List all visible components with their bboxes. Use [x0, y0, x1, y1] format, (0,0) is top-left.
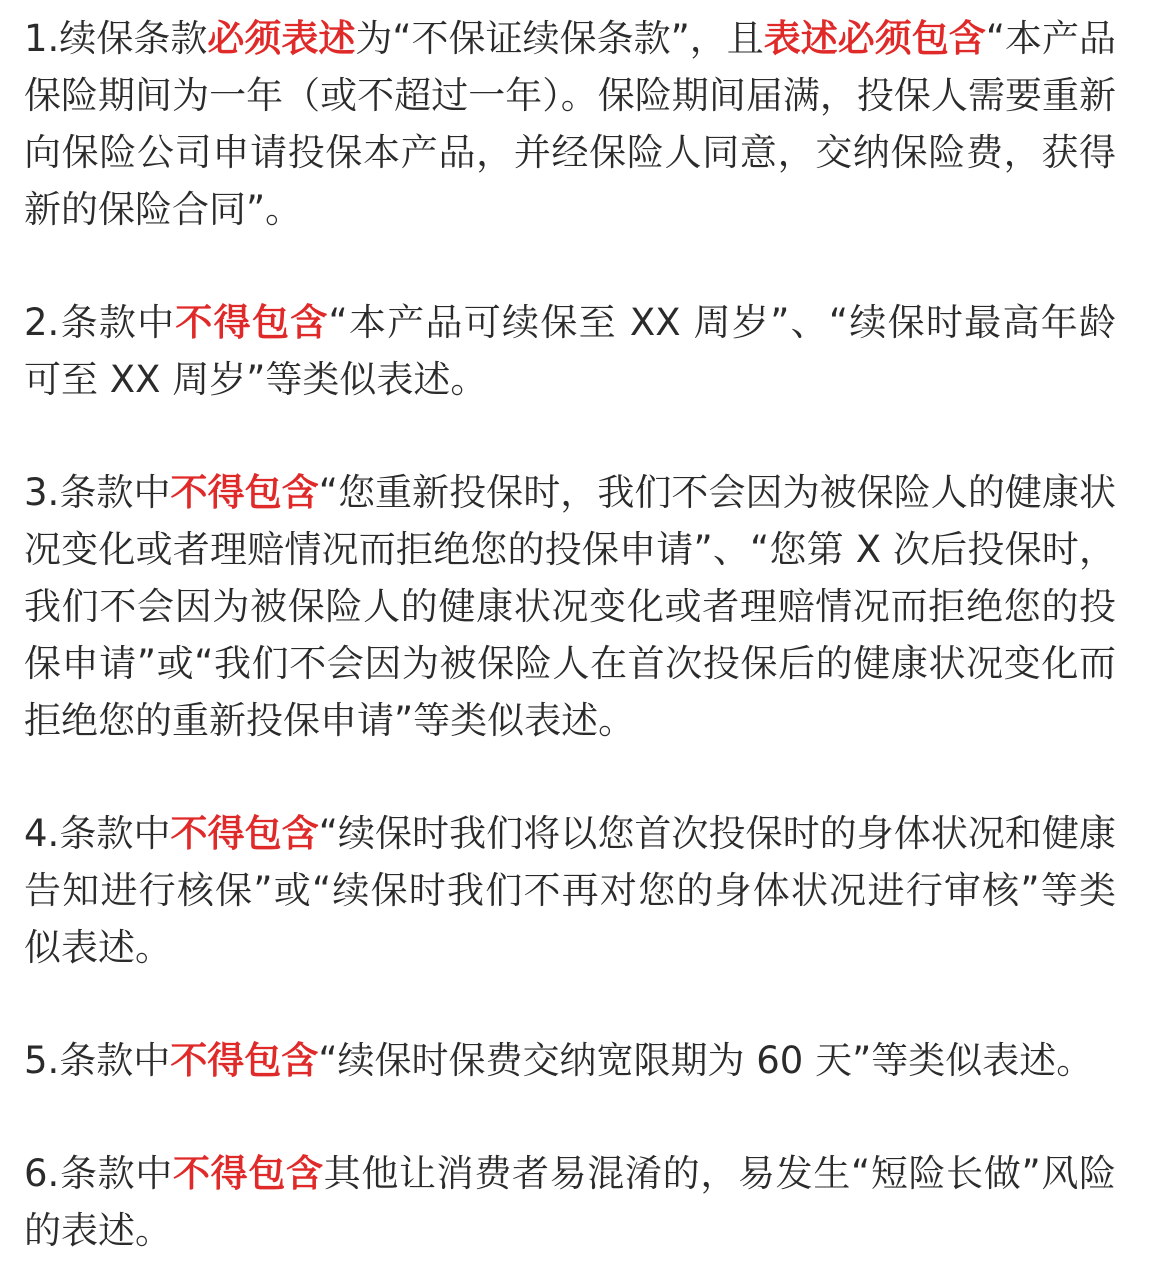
- clause-1-text-2: 为“不保证续保条款”，且: [355, 17, 764, 60]
- clause-5: [24, 1032, 1116, 1089]
- clause-3-text-1: 3.条款中: [24, 471, 171, 514]
- clause-1-text-1: 1.续保条款: [24, 17, 208, 60]
- clause-2-emphasis: 不得包含: [175, 301, 329, 344]
- clause-6-text-2: 其他让消费者易混淆的，易发生“短险长做”风险的表述。: [24, 1152, 1116, 1252]
- clause-3-text-2: “您重新投保时，我们不会因为被保险人的健康状况变化或者理赔情况而拒绝您的投保申请”、“您第 X 次后投保时，我们不会因为被保险人的健康状况变化或者理赔情况而拒绝您的投保申请”或“我们不会因为被保险人在首次投保后的健康状况变化而拒绝您的重新投保申请”等类似表述。: [24, 471, 1116, 742]
- clause-6: [24, 1145, 1116, 1259]
- clause-6-emphasis: 不得包含: [172, 1152, 324, 1195]
- clause-4-emphasis: 不得包含: [170, 812, 319, 855]
- clause-3-emphasis: 不得包含: [170, 471, 319, 514]
- clause-2-text-1: 2.条款中: [24, 301, 176, 344]
- clause-6-text-1: 6.条款中: [24, 1152, 173, 1195]
- clause-1-emphasis-1: 必须表述: [207, 17, 356, 60]
- clause-5-text-1: 5.条款中: [24, 1039, 171, 1082]
- clause-2: [24, 294, 1116, 408]
- clause-4-text-2: “续保时我们将以您首次投保时的身体状况和健康告知进行核保”或“续保时我们不再对您的身体状况进行审核”等类似表述。: [24, 812, 1116, 969]
- clause-2-text-2: “本产品可续保至 XX 周岁”、“续保时最高年龄可至 XX 周岁”等类似表述。: [24, 301, 1116, 401]
- clause-1-text-3: “本产品保险期间为一年（或不超过一年）。保险期间届满，投保人需要重新向保险公司申请投保本产品，并经保险人同意，交纳保险费，获得新的保险合同”。: [24, 17, 1117, 231]
- clause-4-text-1: 4.条款中: [24, 812, 171, 855]
- clause-5-emphasis: 不得包含: [170, 1039, 319, 1082]
- clause-4: [24, 805, 1116, 976]
- clause-3: [24, 464, 1116, 749]
- clause-1: [24, 10, 1116, 238]
- document-body: [24, 10, 1116, 1259]
- clause-5-text-2: “续保时保费交纳宽限期为 60 天”等类似表述。: [318, 1039, 1094, 1082]
- clause-1-emphasis-2: 表述必须包含: [763, 17, 986, 60]
